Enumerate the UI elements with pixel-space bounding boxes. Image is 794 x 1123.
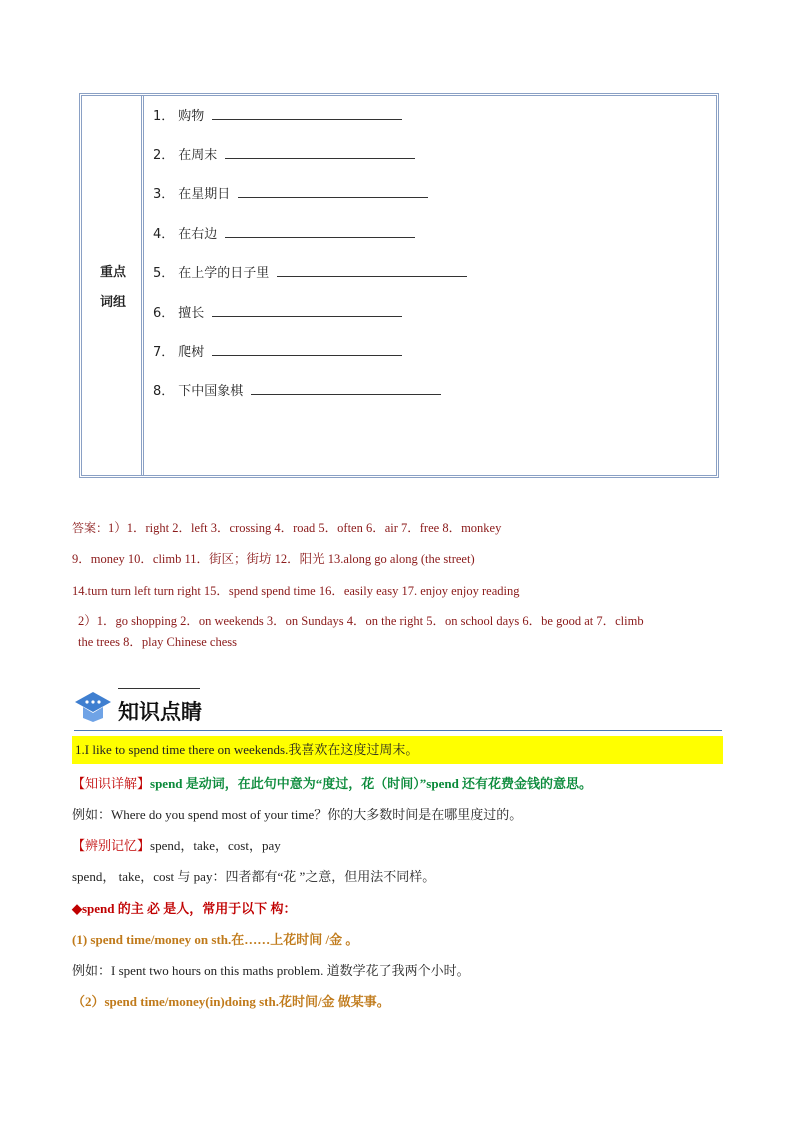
answer-blank[interactable] bbox=[212, 105, 402, 120]
vocab-item: 7． 爬树 bbox=[153, 341, 402, 361]
graduation-cap-icon bbox=[74, 690, 112, 724]
vocab-item: 2． 在周末 bbox=[153, 144, 415, 164]
answer-blank[interactable] bbox=[225, 223, 415, 238]
answer-blank[interactable] bbox=[277, 262, 467, 277]
vocab-table bbox=[79, 93, 719, 478]
rule-2: （2）spend time/money(in)doing sth.花时间/金 做某事。 bbox=[72, 994, 390, 1009]
answer-line-1: 答案：1）1．right 2．left 3．crossing 4．road 5．often 6．air 7．free 8．monkey bbox=[72, 521, 502, 535]
answer-line-3: 14.turn turn left turn right 15．spend spend time 16．easily easy 17. enjoy enjoy reading bbox=[72, 584, 520, 598]
answer-blank[interactable] bbox=[212, 341, 402, 356]
vocab-item: 5． 在上学的日子里 bbox=[153, 262, 467, 282]
compare-desc: spend， take，cost 与 pay：四者都有“花 ”之意，但用法不同样。 bbox=[72, 869, 436, 884]
table-label-line1: 重点 bbox=[99, 265, 126, 280]
vocab-item: 8． 下中国象棋 bbox=[153, 380, 441, 400]
vocab-item: 4． 在右边 bbox=[153, 223, 415, 243]
section-title: 知识点睛 bbox=[118, 700, 202, 724]
rule-1: (1) spend time/money on sth.在……上花时间 /金 。 bbox=[72, 932, 359, 947]
answer-blank[interactable] bbox=[238, 183, 428, 198]
answer-line-5: the trees 8．play Chinese chess bbox=[78, 635, 237, 649]
table-label-cell bbox=[82, 96, 144, 475]
rule-title: ◆spend 的主 必 是人，常用于以下 构： bbox=[72, 901, 297, 916]
section-top-rule bbox=[118, 688, 200, 689]
answer-line-2: 9．money 10．climb 11．街区；街坊 12．阳光 13.along go along (the street) bbox=[72, 552, 475, 566]
section-header bbox=[74, 688, 722, 731]
compare-memory: 【辨别记忆】spend，take，cost，pay bbox=[72, 838, 281, 854]
vocab-item: 3． 在星期日 bbox=[153, 183, 428, 203]
answer-line-4: 2）1．go shopping 2．on weekends 3．on Sundays 4．on the right 5．on school days 6．be good at 7．climb bbox=[78, 614, 644, 628]
answer-blank[interactable] bbox=[212, 302, 402, 317]
vocab-item: 1． 购物 bbox=[153, 105, 402, 125]
example-1: 例如：Where do you spend most of your time？你的大多数时间是在哪里度过的。 bbox=[72, 807, 523, 822]
answer-blank[interactable] bbox=[251, 380, 441, 395]
vocab-item: 6． 擅长 bbox=[153, 302, 402, 322]
highlight-sentence: 1.I like to spend time there on weekends.我喜欢在这度过周末。 bbox=[72, 736, 723, 764]
answer-blank[interactable] bbox=[225, 144, 415, 159]
example-2: 例如：I spent two hours on this maths problem. 道数学花了我两个小时。 bbox=[72, 963, 470, 978]
knowledge-detail: 【知识详解】spend 是动词，在此句中意为“度过，花（时间）”spend 还有花费金钱的意思。 bbox=[72, 776, 593, 792]
table-label-line2: 词组 bbox=[99, 295, 126, 310]
